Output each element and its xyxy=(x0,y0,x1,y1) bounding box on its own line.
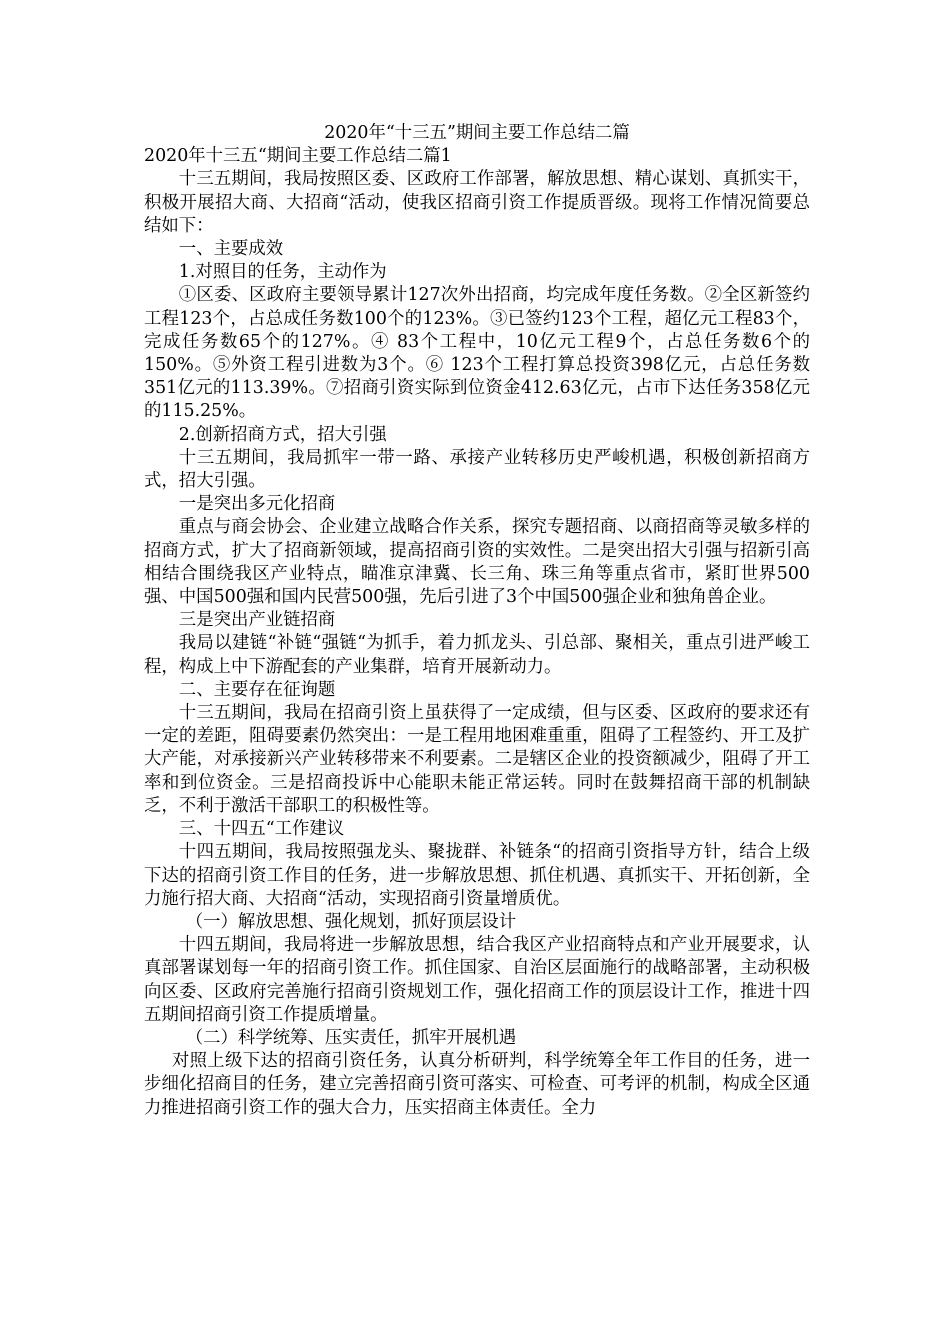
paragraph-intro: 十三五期间，我局按照区委、区政府工作部署，解放思想、精心谋划、真抓实干，积极开展招大商、大招商“活动，使我区招商引资工作提质晋级。现将工作情况简要总结如下： xyxy=(144,169,810,236)
paragraph-suggestions: 十四五期间，我局按照强龙头、聚拢群、补链条“的招商引资指导方针，结合上级下达的招商引资工作目的任务，进一步解放思想、抓住机遇、真抓实干、开拓创新，全力施行招大商、大招商“活动，实现招商引资量增质优。 xyxy=(144,842,810,909)
paragraph-responsibility: 对照上级下达的招商引资任务，认真分析研判，科学统筹全年工作目的任务，进一步细化招商目的任务，建立完善招商引资可落实、可检查、可考评的机制，构成全区通力推进招商引资工作的强大合力，压实招商主体责任。全力 xyxy=(144,1051,810,1118)
document-subtitle: 2020年十三五“期间主要工作总结二篇1 xyxy=(144,146,452,167)
subheading-diversified: 一是突出多元化招商 xyxy=(178,494,336,515)
subheading-responsibility: （二）科学统筹、压实责任，抓牢开展机遇 xyxy=(185,1027,517,1048)
paragraph-industry-chain: 我局以建链“补链“强链“为抓手，着力抓龙头、引总部、聚相关，重点引进严峻工程，构成上中下游配套的产业集群，培育开展新动力。 xyxy=(144,633,810,677)
heading-problems: 二、主要存在征询题 xyxy=(178,679,336,700)
paragraph-diversified: 重点与商会协会、企业建立战略合作关系，探究专题招商、以商招商等灵敏多样的招商方式，扩大了招商新领域，提高招商引资的实效性。二是突出招大引强与招新引高相结合围绕我区产业特点，瞄准京津冀、长三角、珠三角等重点省市，紧盯世界500强、中国500强和国内民营500强，先后引进了3个中国500强企业和独角兽企业。 xyxy=(144,517,810,608)
subheading-industry-chain: 三是突出产业链招商 xyxy=(178,610,336,631)
paragraph-planning: 十四五期间，我局将进一步解放思想，结合我区产业招商特点和产业开展要求，认真部署谋划每一年的招商引资工作。抓住国家、自治区层面施行的战略部署，主动积极向区委、区政府完善施行招商引资规划工作，强化招商工作的顶层设计工作，推进十四五期间招商引资工作提质增量。 xyxy=(144,935,810,1025)
document-title: 2020年“十三五”期间主要工作总结二篇 xyxy=(324,123,630,143)
document-page xyxy=(144,122,810,1120)
subheading-innovation: 2.创新招商方式，招大引强 xyxy=(178,424,387,445)
heading-main-results: 一、主要成效 xyxy=(178,239,284,260)
subheading-targets: 1.对照目的任务，主动作为 xyxy=(178,262,387,283)
paragraph-results-list: ①区委、区政府主要领导累计127次外出招商，均完成年度任务数。②全区新签约工程123个，占总成任务数100个的123%。③已签约123个工程，超亿元工程83个，完成任务数65个的127%。④ 83个工程中，10亿元工程9个，占总任务数6个的150%。⑤外资工程引进数为3个。⑥ 123个工程打算总投资398亿元，占总任务数351亿元的113.39%。⑦招商引资实际到位资金412.63亿元，占市下达任务358亿元的115.25%。 xyxy=(144,285,810,422)
subheading-planning: （一）解放思想、强化规划，抓好顶层设计 xyxy=(185,911,517,932)
paragraph-innovation: 十三五期间，我局抓牢一带一路、承接产业转移历史严峻机遇，积极创新招商方式，招大引强。 xyxy=(144,447,810,492)
paragraph-problems: 十三五期间，我局在招商引资上虽获得了一定成绩，但与区委、区政府的要求还有一定的差距，阻碍要素仍然突出：一是工程用地困难重重，阻碍了工程签约、开工及扩大产能，对承接新兴产业转移带来不利要素。二是辖区企业的投资额减少，阻碍了开工率和到位资金。三是招商投诉中心能职未能正常运转。同时在鼓舞招商干部的机制缺乏，不利于激活干部职工的积极性等。 xyxy=(144,703,810,816)
heading-suggestions: 三、十四五“工作建议 xyxy=(178,819,345,840)
